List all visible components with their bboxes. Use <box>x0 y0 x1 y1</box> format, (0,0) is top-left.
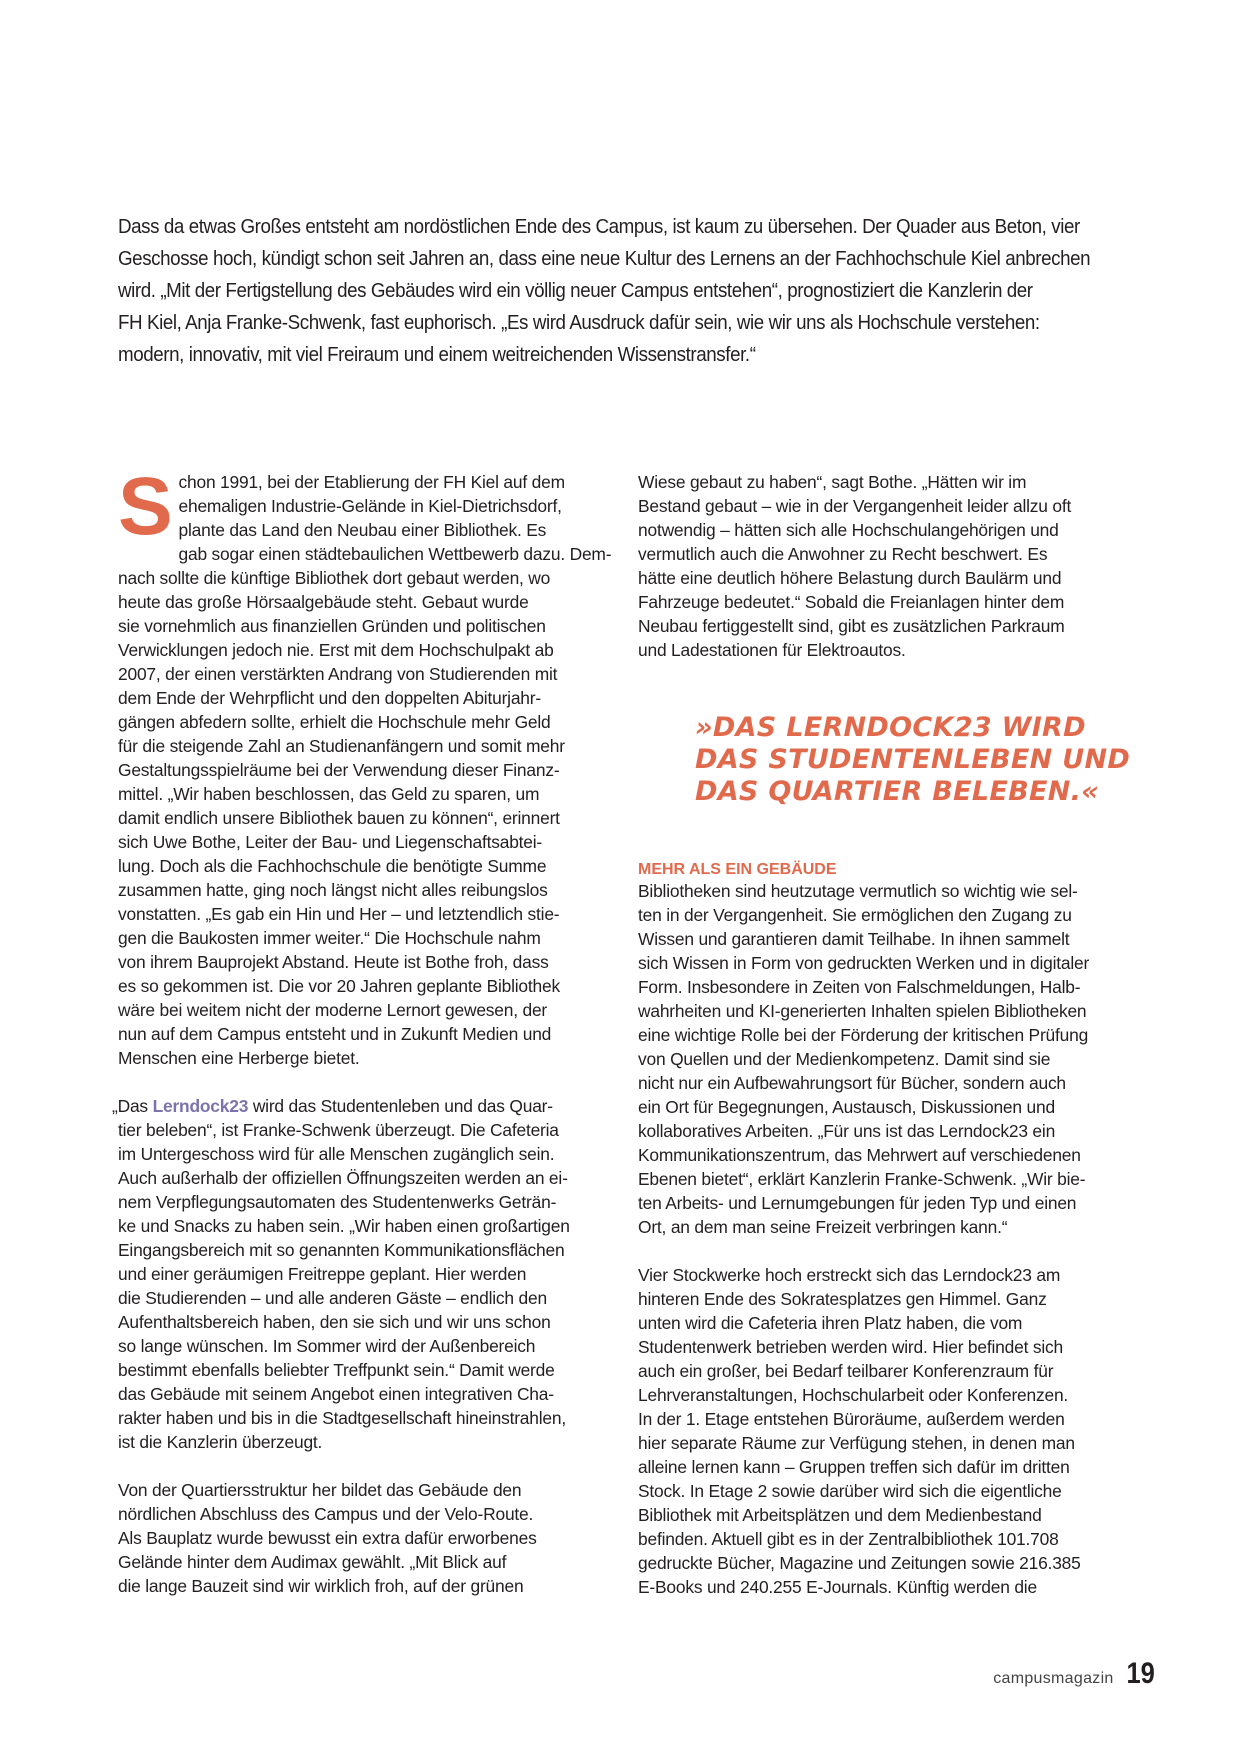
pull-quote <box>695 712 1135 808</box>
text-line: Von der Quartiersstruktur her bildet das Gebäude den <box>118 1480 522 1500</box>
text-line: Fahrzeuge bedeutet.“ Sobald die Freianlagen hinter dem <box>638 592 1065 612</box>
text-line: im Untergeschoss wird für alle Menschen zugänglich sein. <box>118 1144 555 1164</box>
text-line: Studentenwerk betrieben werden wird. Hier befindet sich <box>638 1337 1063 1357</box>
text-line: vonstatten. „Es gab ein Hin und Her – und letztendlich stie- <box>118 904 560 924</box>
text-line: Auch außerhalb der offiziellen Öffnungszeiten werden an ei- <box>118 1168 568 1188</box>
text-line: Ebenen bietet“, erklärt Kanzlerin Franke-Schwenk. „Wir bie- <box>638 1169 1086 1189</box>
page-number: 19 <box>1126 1657 1155 1690</box>
paragraph-3 <box>638 1263 1124 1599</box>
text-line: Als Bauplatz wurde bewusst ein extra dafür erworbenes <box>118 1528 537 1548</box>
text-line: Wissen und garantieren damit Teilhabe. In ihnen sammelt <box>638 929 1070 949</box>
drop-cap: S <box>118 461 173 552</box>
text-line: nördlichen Abschluss des Campus und der Velo-Route. <box>118 1504 534 1524</box>
text-line: Ort, an dem man seine Freizeit verbringen kann.“ <box>638 1217 1008 1237</box>
text-line: ten Arbeits- und Lernumgebungen für jeden Typ und einen <box>638 1193 1077 1213</box>
text-line: die Studierenden – und alle anderen Gäste – endlich den <box>118 1288 547 1308</box>
text-line: Menschen eine Herberge bietet. <box>118 1048 360 1068</box>
text-line: sich Uwe Bothe, Leiter der Bau- und Liegenschaftsabtei- <box>118 832 543 852</box>
text-line: rakter haben und bis in die Stadtgesellschaft hineinstrahlen, <box>118 1408 566 1428</box>
text-line: wäre bei weitem nicht der moderne Lernort gewesen, der <box>118 1000 548 1020</box>
text-line: sich Wissen in Form von gedruckten Werken und in digitaler <box>638 953 1090 973</box>
text-line: gedruckte Bücher, Magazine und Zeitungen sowie 216.385 <box>638 1553 1081 1573</box>
text-line: sie vornehmlich aus finanziellen Gründen und politischen <box>118 616 546 636</box>
paragraph-3 <box>118 1478 602 1598</box>
text-line: Bibliothek mit Arbeitsplätzen und dem Medienbestand <box>638 1505 1042 1525</box>
left-column <box>112 461 612 1622</box>
text-line: ke und Snacks zu haben sein. „Wir haben einen großartigen <box>118 1216 570 1236</box>
text-line: eine wichtige Rolle bei der Förderung der kritischen Prüfung <box>638 1025 1089 1045</box>
text-line: es so gekommen ist. Die vor 20 Jahren geplante Bibliothek <box>118 976 560 996</box>
text-line: und Ladestationen für Elektroautos. <box>638 640 906 660</box>
text-line: hinteren Ende des Sokratesplatzes gen Himmel. Ganz <box>638 1289 1047 1309</box>
text-line: Vier Stockwerke hoch erstreckt sich das Lerndock23 am <box>638 1265 1061 1285</box>
text-line: zusammen hatte, ging noch längst nicht alles reibungslos <box>118 880 548 900</box>
lerndock23-highlight: Lerndock23 <box>152 1096 249 1116</box>
right-column-lower <box>638 879 1124 1623</box>
text-line: auch ein großer, bei Bedarf teilbarer Konferenzraum für <box>638 1361 1054 1381</box>
text-line: nun auf dem Campus entsteht und in Zukunft Medien und <box>118 1024 552 1044</box>
text-line: Gestaltungsspielräume bei der Verwendung dieser Finanz- <box>118 760 560 780</box>
subheading: MEHR ALS EIN GEBÄUDE <box>638 861 837 878</box>
text-line: tier beleben“, ist Franke-Schwenk überzeugt. Die Cafeteria <box>118 1120 559 1140</box>
text-line: 2007, der einen verstärkten Andrang von Studierenden mit <box>118 664 558 684</box>
text-line: hier separate Räume zur Verfügung stehen, in denen man <box>638 1433 1075 1453</box>
paragraph-2 <box>112 1094 602 1454</box>
paragraph-1 <box>638 470 1124 662</box>
text-line: unten wird die Cafeteria ihren Platz haben, die vom <box>638 1313 1023 1333</box>
text-line: Verwicklungen jedoch nie. Erst mit dem Hochschulpakt ab <box>118 640 554 660</box>
text-line: mittel. „Wir haben beschlossen, das Geld zu sparen, um <box>118 784 540 804</box>
paragraph-1 <box>118 461 612 1070</box>
text-line: von ihrem Bauprojekt Abstand. Heute ist Bothe froh, dass <box>118 952 549 972</box>
text-line: für die steigende Zahl an Studienanfängern und somit mehr <box>118 736 565 756</box>
text-line: notwendig – hätten sich alle Hochschulangehörigen und <box>638 520 1059 540</box>
text-line: Bibliotheken sind heutzutage vermutlich so wichtig wie sel- <box>638 881 1078 901</box>
text-line: E-Books und 240.255 E-Journals. Künftig werden die <box>638 1577 1037 1597</box>
text-line: Bestand gebaut – wie in der Vergangenheit leider allzu oft <box>638 496 1072 516</box>
text-line: Gelände hinter dem Audimax gewählt. „Mit Blick auf <box>118 1552 507 1572</box>
text-line: gängen abfedern sollte, erhielt die Hochschule mehr Geld <box>118 712 551 732</box>
page-footer <box>993 1657 1157 1691</box>
magazine-name: campusmagazin <box>993 1670 1114 1687</box>
text-line: so lange wünschen. Im Sommer wird der Außenbereich <box>118 1336 536 1356</box>
text-line: DAS STUDENTENLEBEN UND <box>695 744 1131 775</box>
text-line: die lange Bauzeit sind wir wirklich froh, auf der grünen <box>118 1576 524 1596</box>
text-line: heute das große Hörsaalgebäude steht. Gebaut wurde <box>118 592 529 612</box>
text-line: Stock. In Etage 2 sowie darüber wird sich die eigentliche <box>638 1481 1062 1501</box>
text-line: wahrheiten und KI-generierten Inhalten spielen Bibliotheken <box>638 1001 1087 1021</box>
intro-paragraph <box>118 211 1127 371</box>
text-line: modern, innovativ, mit viel Freiraum und einem weitreichenden Wissenstransfer.“ <box>118 344 756 366</box>
text-line: nicht nur ein Aufbewahrungsort für Bücher, sondern auch <box>638 1073 1066 1093</box>
text-line: von Quellen und der Medienkompetenz. Damit sind sie <box>638 1049 1051 1069</box>
text-line: und einer geräumigen Freitreppe geplant. Hier werden <box>118 1264 527 1284</box>
text-line: Lehrveranstaltungen, Hochschularbeit oder Konferenzen. <box>638 1385 1069 1405</box>
text-line: hätte eine deutlich höhere Belastung durch Baulärm und <box>638 568 1062 588</box>
right-column <box>638 470 1124 686</box>
text-line: Neubau fertiggestellt sind, gibt es zusätzlichen Parkraum <box>638 616 1065 636</box>
text-line: Form. Insbesondere in Zeiten von Falschmeldungen, Halb- <box>638 977 1081 997</box>
text-line: bestimmt ebenfalls beliebter Treffpunkt sein.“ Damit werde <box>118 1360 555 1380</box>
text-line: ist die Kanzlerin überzeugt. <box>118 1432 323 1452</box>
text-line: Wiese gebaut zu haben“, sagt Bothe. „Hätten wir im <box>638 472 1027 492</box>
text-line: chon 1991, bei der Etablierung der FH Kiel auf dem <box>178 472 565 492</box>
text-line: FH Kiel, Anja Franke-Schwenk, fast euphorisch. „Es wird Ausdruck dafür sein, wie wir uns als Hochschule verstehen: <box>118 312 1040 334</box>
text-line: Kommunikationszentrum, das Mehrwert auf verschiedenen <box>638 1145 1081 1165</box>
text-line: In der 1. Etage entstehen Büroräume, außerdem werden <box>638 1409 1065 1429</box>
text-line: das Gebäude mit seinem Angebot einen integrativen Cha- <box>118 1384 554 1404</box>
text-line: „Das Lerndock23 wird das Studentenleben und das Quar- <box>112 1096 553 1116</box>
text-line: nach sollte die künftige Bibliothek dort gebaut werden, wo <box>118 568 551 588</box>
text-line: Aufenthaltsbereich haben, den sie sich und wir uns schon <box>118 1312 551 1332</box>
text-line: gab sogar einen städtebaulichen Wettbewerb dazu. Dem- <box>178 544 612 564</box>
text-line: vermutlich auch die Anwohner zu Recht beschwert. Es <box>638 544 1048 564</box>
text-line: nem Verpflegungsautomaten des Studentenwerks Geträn- <box>118 1192 557 1212</box>
text-line: ten in der Vergangenheit. Sie ermöglichen den Zugang zu <box>638 905 1072 925</box>
text-line: alleine lernen kann – Gruppen treffen sich dafür im dritten <box>638 1457 1070 1477</box>
text-line: kollaboratives Arbeiten. „Für uns ist das Lerndock23 ein <box>638 1121 1056 1141</box>
text-line: ehemaligen Industrie-Gelände in Kiel-Dietrichsdorf, <box>178 496 562 516</box>
text-line: DAS QUARTIER BELEBEN.« <box>695 776 1100 807</box>
text-line: lung. Doch als die Fachhochschule die benötigte Summe <box>118 856 547 876</box>
text-line: befinden. Aktuell gibt es in der Zentralbibliothek 101.708 <box>638 1529 1059 1549</box>
text-line: ein Ort für Begegnungen, Austausch, Diskussionen und <box>638 1097 1055 1117</box>
text-line: Geschosse hoch, kündigt schon seit Jahren an, dass eine neue Kultur des Lernens an der Fachhochschule Kiel anbrechen <box>118 248 1091 270</box>
text-line: »DAS LERNDOCK23 WIRD <box>695 712 1086 743</box>
text-line: plante das Land den Neubau einer Bibliothek. Es <box>178 520 547 540</box>
text-line: dem Ende der Wehrpflicht und den doppelten Abiturjahr- <box>118 688 541 708</box>
text-line: wird. „Mit der Fertigstellung des Gebäudes wird ein völlig neuer Campus entstehen“, prognostiziert die Kanzlerin der <box>118 280 1033 302</box>
text-line: Dass da etwas Großes entsteht am nordöstlichen Ende des Campus, ist kaum zu übersehen. Der Quader aus Beton, vier <box>118 216 1080 238</box>
paragraph-2 <box>638 879 1124 1239</box>
text-line: gen die Baukosten immer weiter.“ Die Hochschule nahm <box>118 928 541 948</box>
text-line: damit endlich unsere Bibliothek bauen zu können“, erinnert <box>118 808 560 828</box>
text-line: Eingangsbereich mit so genannten Kommunikationsflächen <box>118 1240 565 1260</box>
